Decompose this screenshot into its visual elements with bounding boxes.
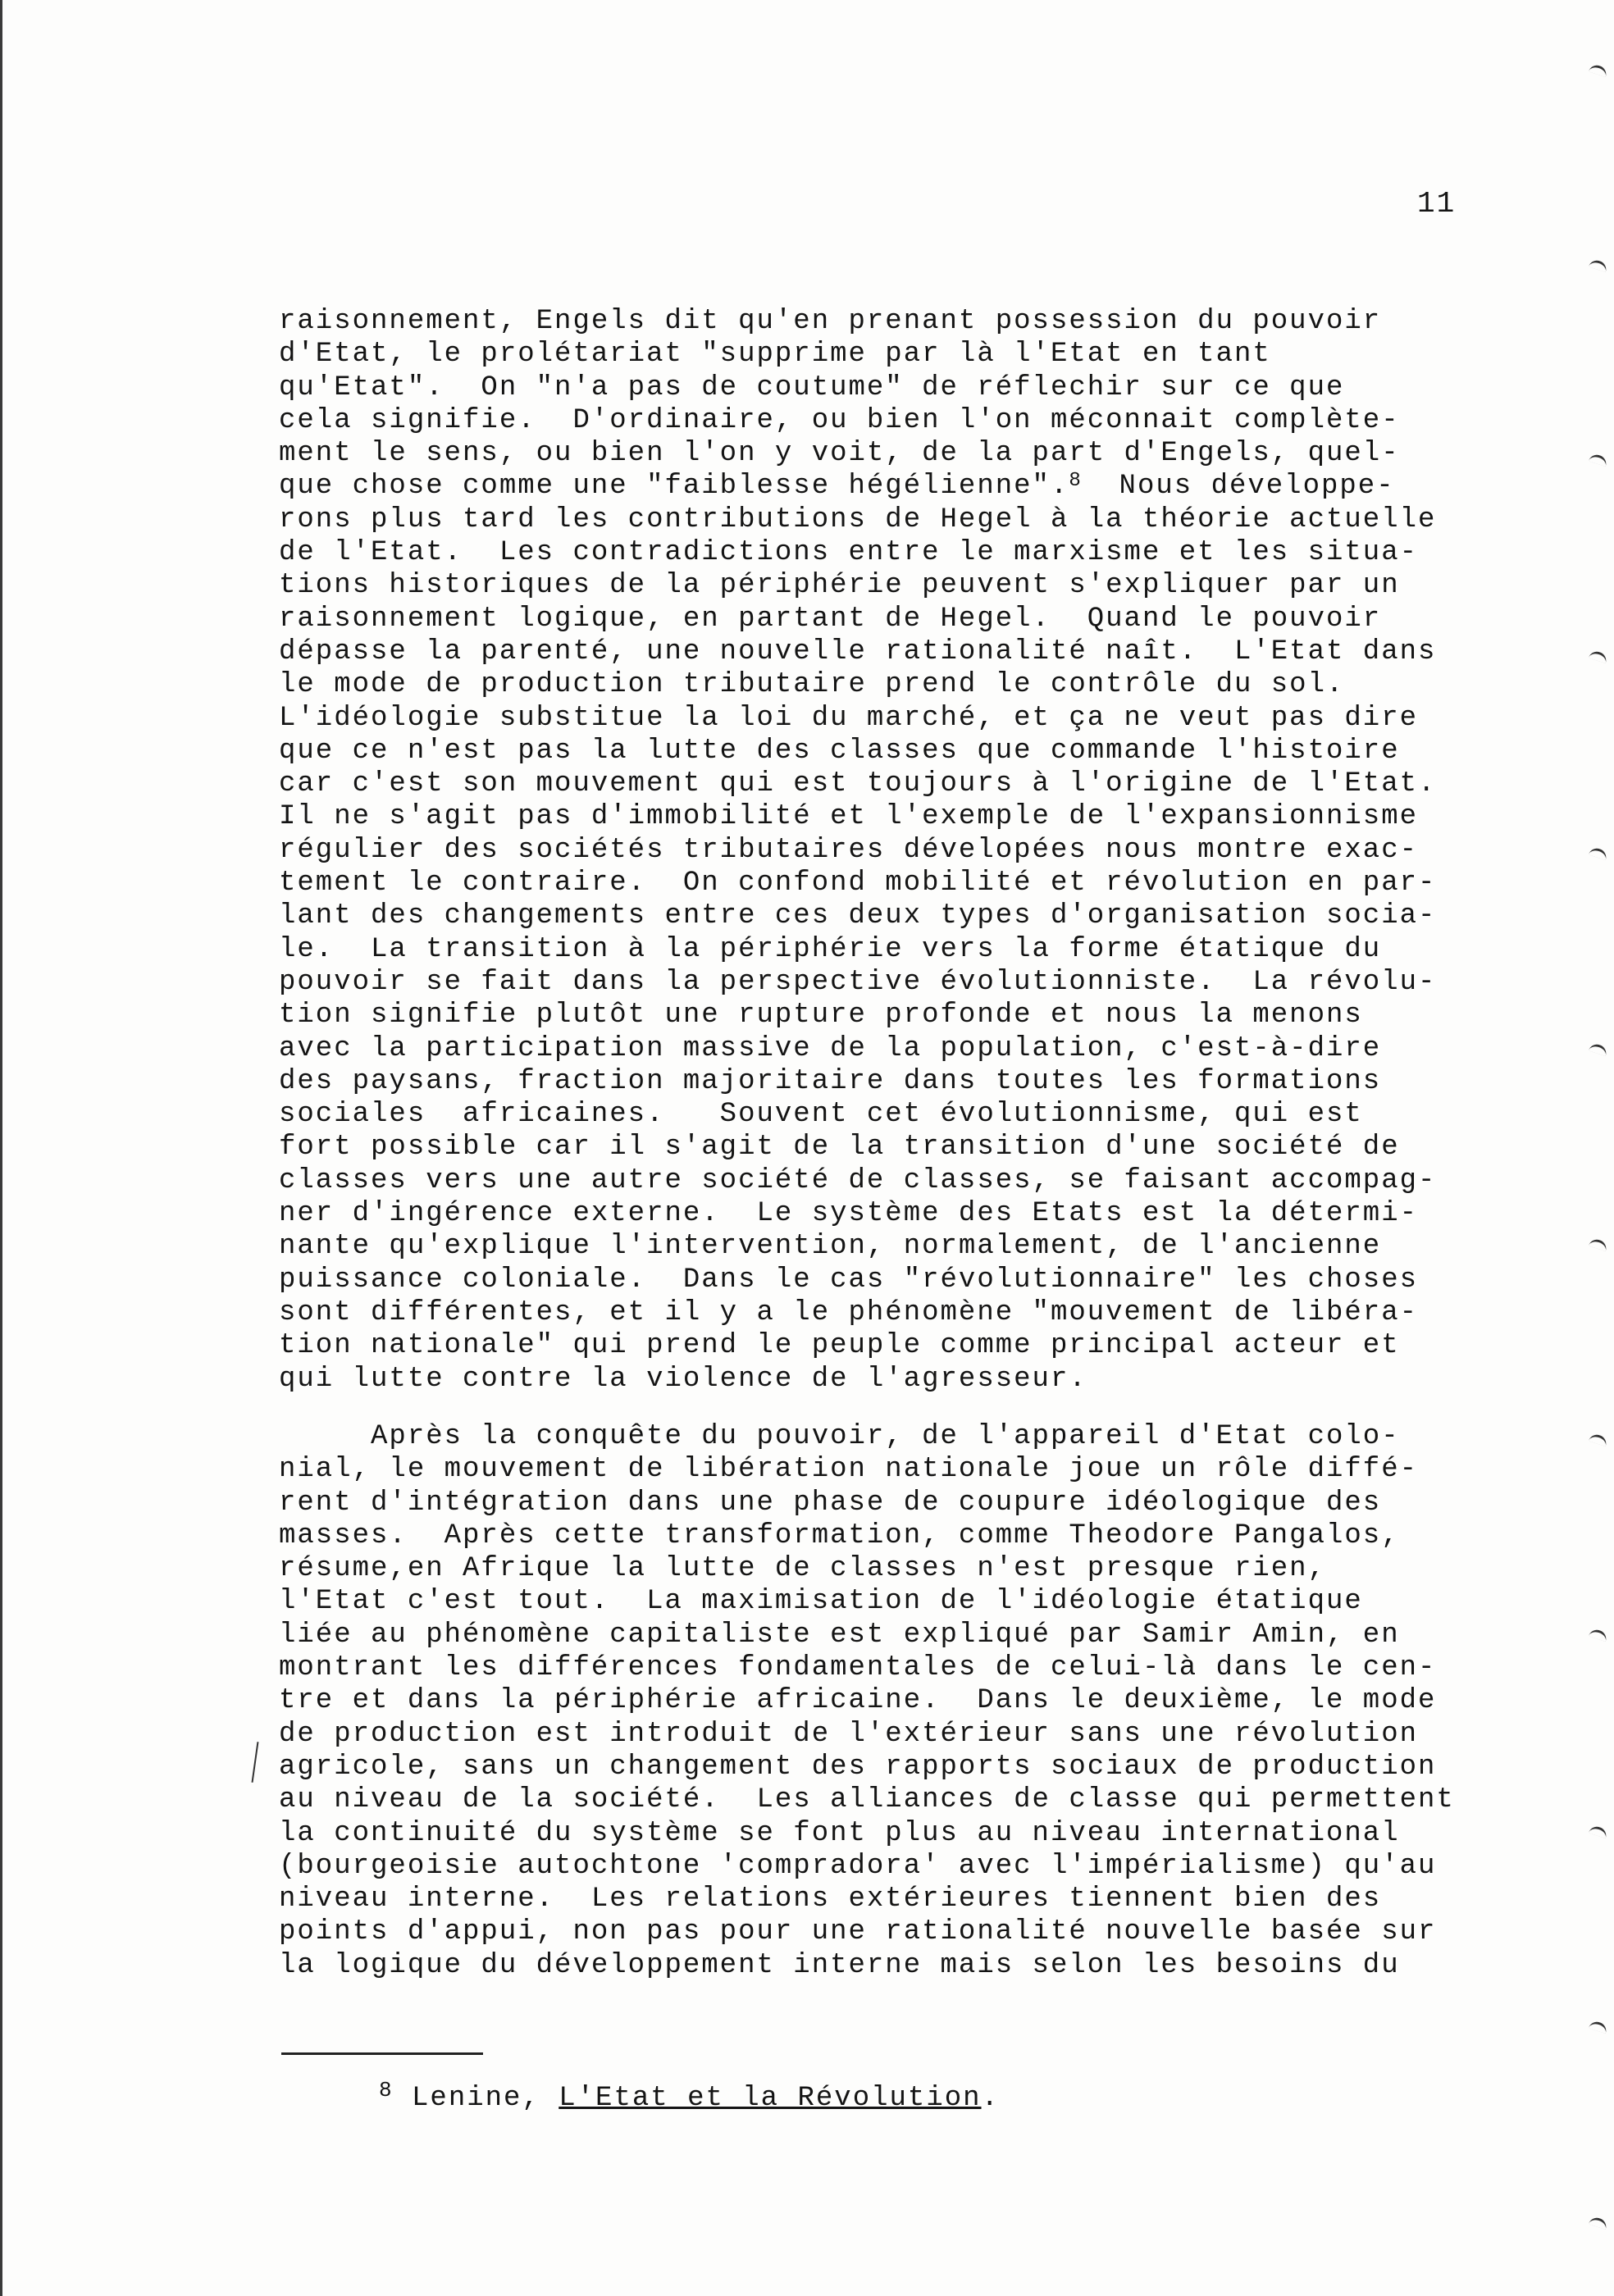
text-fragment: Nous développe- (1082, 471, 1395, 503)
footnote (379, 2078, 1000, 2114)
paragraph-2 (279, 1420, 1583, 1982)
text-line: L'idéologie substitue la loi du marché, et ça ne veut pas dire (279, 702, 1419, 734)
text-line: fort possible car il s'agit de la transition d'une société de (279, 1132, 1400, 1164)
margin-tick (1589, 258, 1608, 272)
text-line: sont différentes, et il y a le phénomène "mouvement de libéra- (279, 1296, 1419, 1328)
text-line: (bourgeoisie autochtone 'compradora' avec l'impérialisme) qu'au (279, 1850, 1437, 1882)
footnote-title: L'Etat et la Révolution (559, 2083, 982, 2114)
text-line: régulier des sociétés tributaires dévelopées nous montre exac- (279, 834, 1419, 866)
text-line: lant des changements entre ces deux types d'organisation socia- (279, 900, 1437, 932)
text-line: qui lutte contre la violence de l'agresseur. (279, 1363, 1087, 1395)
text-line: Après la conquête du pouvoir, de l'appareil d'Etat colo- (279, 1421, 1400, 1452)
text-line: niveau interne. Les relations extérieures tiennent bien des (279, 1884, 1382, 1916)
footnote-author: Lenine, (412, 2083, 559, 2114)
text-line: sociales africaines. Souvent cet évolutionnisme, qui est (279, 1099, 1363, 1131)
text-line: rent d'intégration dans une phase de coupure idéologique des (279, 1487, 1382, 1519)
text-line: la logique du développement interne mais selon les besoins du (279, 1949, 1400, 1981)
text-line: de production est introduit de l'extérieur sans une révolution (279, 1718, 1419, 1750)
text-line: dépasse la parenté, une nouvelle rationalité naît. L'Etat dans (279, 636, 1437, 667)
footnote-ref: 8 (1069, 470, 1083, 493)
text-line: raisonnement logique, en partant de Hegel. Quand le pouvoir (279, 603, 1382, 635)
text-line: la continuité du système se font plus au niveau international (279, 1817, 1400, 1849)
text-line: Il ne s'agit pas d'immobilité et l'exemple de l'expansionnisme (279, 801, 1419, 833)
text-line: ner d'ingérence externe. Le système des Etats est la détermi- (279, 1198, 1419, 1230)
page-number: 11 (1417, 187, 1457, 221)
page-left-edge (0, 0, 2, 2296)
text-line: rons plus tard les contributions de Hegel à la théorie actuelle (279, 503, 1437, 535)
margin-correction-mark (254, 1742, 267, 1788)
text-line: puissance coloniale. Dans le cas "révolutionnaire" les choses (279, 1264, 1419, 1296)
text-line: ment le sens, ou bien l'on y voit, de la part d'Engels, quel- (279, 438, 1400, 470)
text-line: classes vers une autre société de classes, se faisant accompag- (279, 1164, 1437, 1196)
margin-tick (1589, 63, 1608, 77)
margin-tick (1589, 1628, 1608, 1642)
text-line: tre et dans la périphérie africaine. Dans le deuxième, le mode (279, 1685, 1437, 1717)
text-line: montrant les différences fondamentales de celui-là dans le cen- (279, 1652, 1437, 1684)
footnote-end: . (981, 2083, 1000, 2114)
margin-tick (1589, 649, 1608, 663)
text-line: tions historiques de la périphérie peuvent s'expliquer par un (279, 570, 1400, 602)
text-line: tion nationale" qui prend le peuple comme principal acteur et (279, 1330, 1400, 1362)
margin-tick (1589, 1433, 1608, 1446)
paragraph-1 (279, 305, 1583, 1396)
footnote-separator (281, 2052, 483, 2055)
text-line: tion signifie plutôt une rupture profonde et nous la menons (279, 1000, 1363, 1032)
margin-tick (1589, 1824, 1608, 1838)
margin-tick (1589, 453, 1608, 467)
text-line: des paysans, fraction majoritaire dans toutes les formations (279, 1065, 1382, 1097)
text-line: qu'Etat". On "n'a pas de coutume" de réflechir sur ce que (279, 371, 1345, 403)
text-line: liée au phénomène capitaliste est expliqué par Samir Amin, en (279, 1619, 1400, 1651)
text-line: résume,en Afrique la lutte de classes n'est presque rien, (279, 1553, 1326, 1585)
text-line: l'Etat c'est tout. La maximisation de l'idéologie étatique (279, 1586, 1363, 1618)
margin-tick (1589, 2216, 1608, 2230)
text-line: pouvoir se fait dans la perspective évolutionniste. La révolu- (279, 966, 1437, 998)
margin-tick (1589, 2020, 1608, 2034)
text-line: de l'Etat. Les contradictions entre le marxisme et les situa- (279, 537, 1419, 569)
text-line: le mode de production tributaire prend le contrôle du sol. (279, 669, 1345, 701)
text-line: agricole, sans un changement des rapports sociaux de production (279, 1751, 1437, 1783)
text-line: que ce n'est pas la lutte des classes que commande l'histoire (279, 735, 1400, 767)
text-line: nial, le mouvement de libération nationale joue un rôle diffé- (279, 1454, 1419, 1486)
text-line: points d'appui, non pas pour une rationalité nouvelle basée sur (279, 1916, 1437, 1948)
margin-tick (1589, 1042, 1608, 1056)
text-line: d'Etat, le prolétariat "supprime par là l'Etat en tant (279, 339, 1271, 371)
text-line: masses. Après cette transformation, comme Theodore Pangalos, (279, 1519, 1400, 1551)
text-line: au niveau de la société. Les alliances de classe qui permettent (279, 1784, 1455, 1816)
text-line: le. La transition à la périphérie vers la forme étatique du (279, 933, 1382, 965)
text-line: avec la participation massive de la population, c'est-à-dire (279, 1032, 1382, 1064)
text-line: car c'est son mouvement qui est toujours à l'origine de l'Etat. (279, 768, 1437, 800)
margin-tick (1589, 846, 1608, 860)
margin-tick (1589, 1237, 1608, 1251)
footnote-number: 8 (379, 2078, 394, 2102)
text-line: raisonnement, Engels dit qu'en prenant possession du pouvoir (279, 306, 1382, 337)
text-line: que chose comme une "faiblesse hégélienne".$^8$ Nous développe- (279, 470, 1395, 503)
text-line: nante qu'explique l'intervention, normalement, de l'ancienne (279, 1231, 1382, 1263)
text-line: cela signifie. D'ordinaire, ou bien l'on méconnait complète- (279, 404, 1400, 436)
text-line: tement le contraire. On confond mobilité et révolution en par- (279, 868, 1437, 900)
